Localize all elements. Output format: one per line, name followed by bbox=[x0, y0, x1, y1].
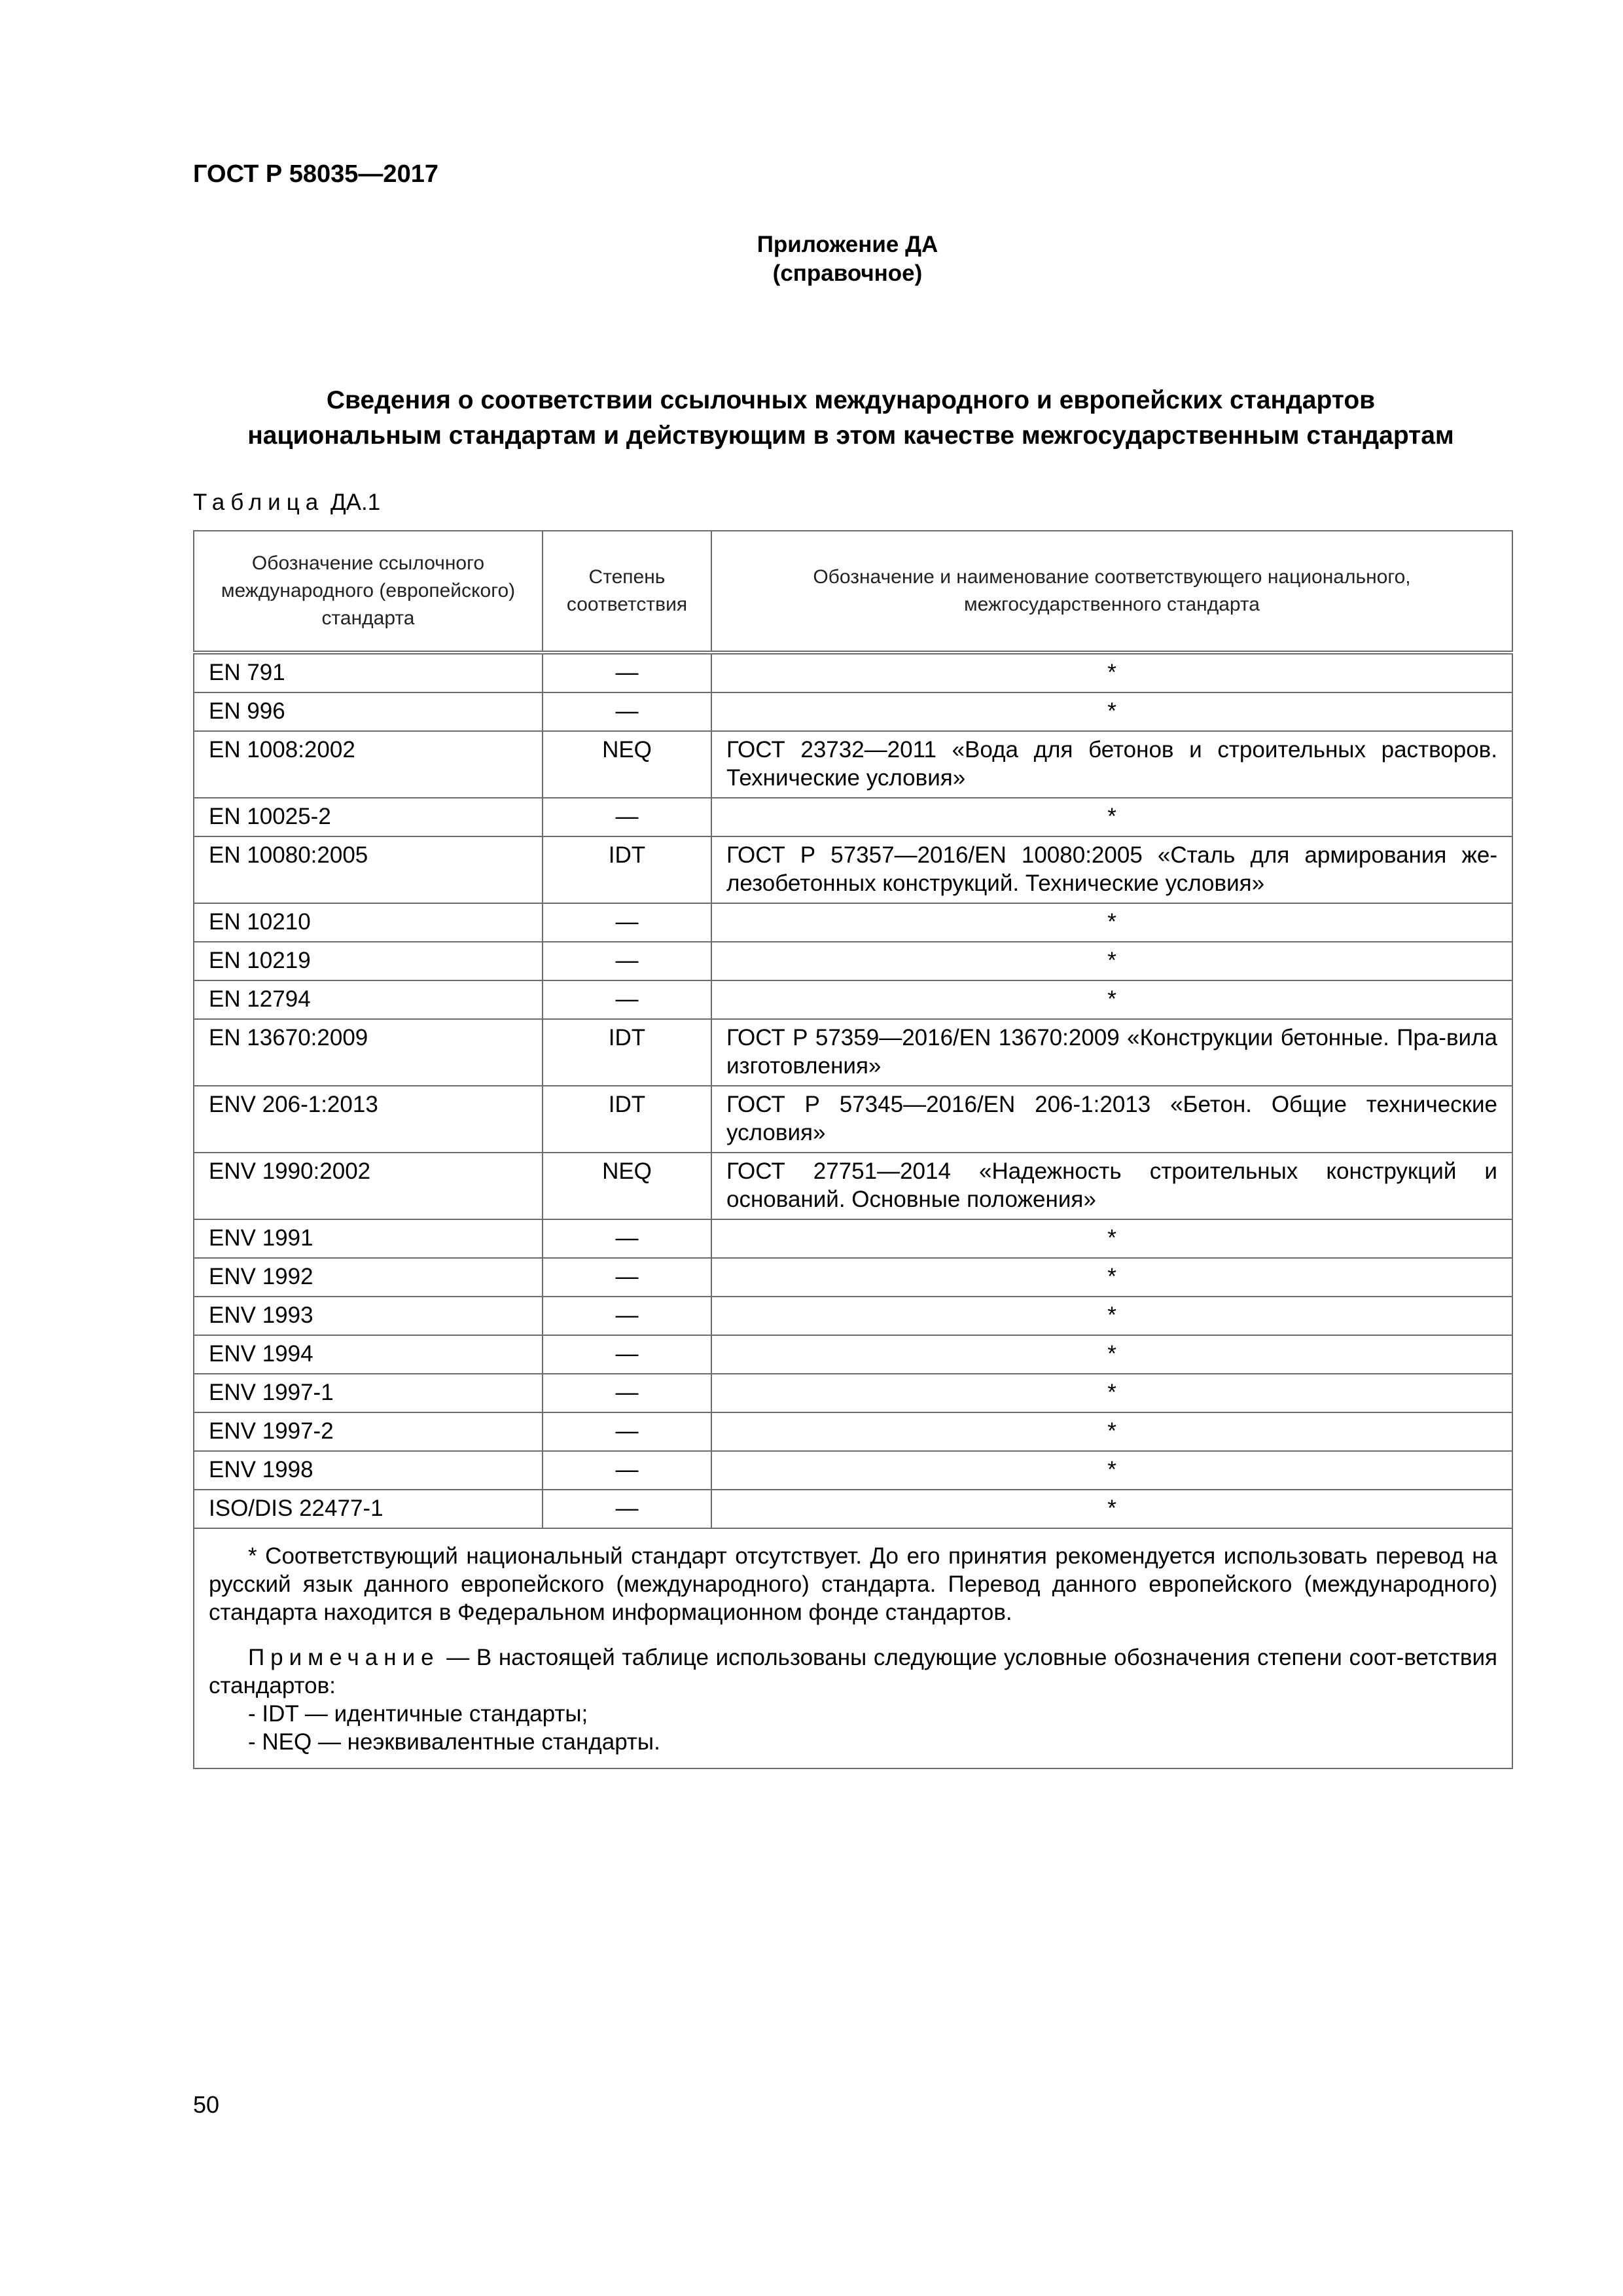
cell-reference: EN 996 bbox=[194, 692, 543, 731]
cell-national-standard: * bbox=[711, 1412, 1512, 1451]
cell-reference: ENV 1992 bbox=[194, 1258, 543, 1297]
cell-degree: — bbox=[543, 1219, 711, 1258]
cell-reference: ENV 1998 bbox=[194, 1451, 543, 1490]
table-row bbox=[194, 1412, 1512, 1451]
cell-reference: EN 1008:2002 bbox=[194, 731, 543, 798]
note-item-idt: - IDT — идентичные стандарты; bbox=[248, 1701, 588, 1727]
table-row bbox=[194, 903, 1512, 942]
cell-degree: IDT bbox=[543, 1086, 711, 1153]
cell-degree: — bbox=[543, 692, 711, 731]
cell-national-standard: * bbox=[711, 1335, 1512, 1374]
annex-block bbox=[0, 230, 1623, 288]
table-row bbox=[194, 1019, 1512, 1086]
column-header-degree: Степень соответствия bbox=[543, 531, 711, 653]
table-row bbox=[194, 1258, 1512, 1297]
cell-reference: ISO/DIS 22477-1 bbox=[194, 1490, 543, 1528]
table-footer bbox=[194, 1528, 1512, 1768]
table-row bbox=[194, 1086, 1512, 1153]
heading-line-2: национальным стандартам и действующим в этом качестве межгосударственным стандартам bbox=[247, 422, 1454, 450]
cell-national-standard: ГОСТ 23732—2011 «Вода для бетонов и строительных растворов. Технические условия» bbox=[711, 731, 1512, 798]
table-footer-row bbox=[194, 1528, 1512, 1768]
cell-national-standard: * bbox=[711, 903, 1512, 942]
cell-national-standard: * bbox=[711, 942, 1512, 980]
table-row bbox=[194, 653, 1512, 692]
cell-reference: EN 10025-2 bbox=[194, 798, 543, 836]
table-row bbox=[194, 836, 1512, 903]
cell-reference: ENV 1991 bbox=[194, 1219, 543, 1258]
cell-national-standard: ГОСТ Р 57345—2016/EN 206-1:2013 «Бетон. Общие технические условия» bbox=[711, 1086, 1512, 1153]
cell-national-standard: * bbox=[711, 692, 1512, 731]
column-header-national: Обозначение и наименование соответствующего национального, межгосударственного стандарта bbox=[711, 531, 1512, 653]
note-label: Примечание bbox=[248, 1645, 440, 1670]
table-row bbox=[194, 798, 1512, 836]
cell-degree: — bbox=[543, 1374, 711, 1412]
cell-reference: EN 13670:2009 bbox=[194, 1019, 543, 1086]
heading-line-1: Сведения о соответствии ссылочных международного и европейских стандартов bbox=[326, 386, 1376, 414]
cell-degree: — bbox=[543, 798, 711, 836]
footnote: * Соответствующий национальный стандарт отсутствует. До его принятия рекомендуется использовать перевод на русский язык данного европейского (международного) стандарта. Перевод данного европейского (международного) стандарта находится в Федеральном информационном фонде стандартов. bbox=[209, 1543, 1497, 1625]
table-row bbox=[194, 1374, 1512, 1412]
note bbox=[209, 1643, 1497, 1700]
annex-type: (справочное) bbox=[772, 260, 923, 286]
cell-national-standard: * bbox=[711, 1451, 1512, 1490]
note-text: — В настоящей таблице использованы следующие условные обозначения степени соот-ветствия стандартов: bbox=[209, 1645, 1497, 1698]
cell-national-standard: * bbox=[711, 1219, 1512, 1258]
section-heading bbox=[193, 383, 1508, 454]
table-row bbox=[194, 692, 1512, 731]
cell-national-standard: ГОСТ Р 57359—2016/EN 13670:2009 «Конструкции бетонные. Пра-вила изготовления» bbox=[711, 1019, 1512, 1086]
note-item-neq: - NEQ — неэквивалентные стандарты. bbox=[248, 1729, 660, 1755]
table-caption bbox=[193, 490, 380, 516]
table-row bbox=[194, 1297, 1512, 1335]
table-row bbox=[194, 942, 1512, 980]
cell-reference: ENV 1997-1 bbox=[194, 1374, 543, 1412]
cell-reference: ENV 1994 bbox=[194, 1335, 543, 1374]
table-header-row bbox=[194, 531, 1512, 653]
annex-title: Приложение ДА bbox=[757, 232, 938, 257]
table-row bbox=[194, 1335, 1512, 1374]
table-row bbox=[194, 1451, 1512, 1490]
cell-reference: EN 10219 bbox=[194, 942, 543, 980]
cell-national-standard: * bbox=[711, 1490, 1512, 1528]
cell-degree: — bbox=[543, 980, 711, 1019]
table-row bbox=[194, 980, 1512, 1019]
table-row bbox=[194, 731, 1512, 798]
cell-reference: EN 10210 bbox=[194, 903, 543, 942]
cell-degree: — bbox=[543, 653, 711, 692]
document-header: ГОСТ Р 58035—2017 bbox=[193, 160, 438, 188]
cell-degree: NEQ bbox=[543, 1153, 711, 1219]
page-number: 50 bbox=[193, 2091, 220, 2118]
cell-degree: — bbox=[543, 903, 711, 942]
cell-reference: ENV 1993 bbox=[194, 1297, 543, 1335]
cell-reference: ENV 206-1:2013 bbox=[194, 1086, 543, 1153]
cell-degree: IDT bbox=[543, 1019, 711, 1086]
cell-national-standard: * bbox=[711, 798, 1512, 836]
standards-table bbox=[193, 530, 1513, 1769]
table-row bbox=[194, 1153, 1512, 1219]
cell-degree: — bbox=[543, 1297, 711, 1335]
table-row bbox=[194, 1490, 1512, 1528]
cell-reference: EN 12794 bbox=[194, 980, 543, 1019]
cell-degree: — bbox=[543, 1335, 711, 1374]
table-row bbox=[194, 1219, 1512, 1258]
cell-national-standard: * bbox=[711, 1374, 1512, 1412]
cell-degree: — bbox=[543, 1412, 711, 1451]
table-caption-word: Таблица bbox=[193, 490, 325, 515]
cell-degree: — bbox=[543, 942, 711, 980]
cell-national-standard: ГОСТ Р 57357—2016/EN 10080:2005 «Сталь для армирования же-лезобетонных конструкций. Технические условия» bbox=[711, 836, 1512, 903]
cell-national-standard: * bbox=[711, 1297, 1512, 1335]
cell-degree: IDT bbox=[543, 836, 711, 903]
cell-national-standard: * bbox=[711, 980, 1512, 1019]
column-header-reference: Обозначение ссылочного международного (европейского) стандарта bbox=[194, 531, 543, 653]
cell-degree: — bbox=[543, 1258, 711, 1297]
cell-national-standard: * bbox=[711, 1258, 1512, 1297]
cell-reference: ENV 1997-2 bbox=[194, 1412, 543, 1451]
cell-national-standard: ГОСТ 27751—2014 «Надежность строительных конструкций и оснований. Основные положения» bbox=[711, 1153, 1512, 1219]
cell-reference: ENV 1990:2002 bbox=[194, 1153, 543, 1219]
cell-degree: — bbox=[543, 1451, 711, 1490]
table-caption-number: ДА.1 bbox=[330, 490, 381, 515]
cell-national-standard: * bbox=[711, 653, 1512, 692]
cell-reference: EN 10080:2005 bbox=[194, 836, 543, 903]
cell-reference: EN 791 bbox=[194, 653, 543, 692]
cell-degree: NEQ bbox=[543, 731, 711, 798]
cell-degree: — bbox=[543, 1490, 711, 1528]
